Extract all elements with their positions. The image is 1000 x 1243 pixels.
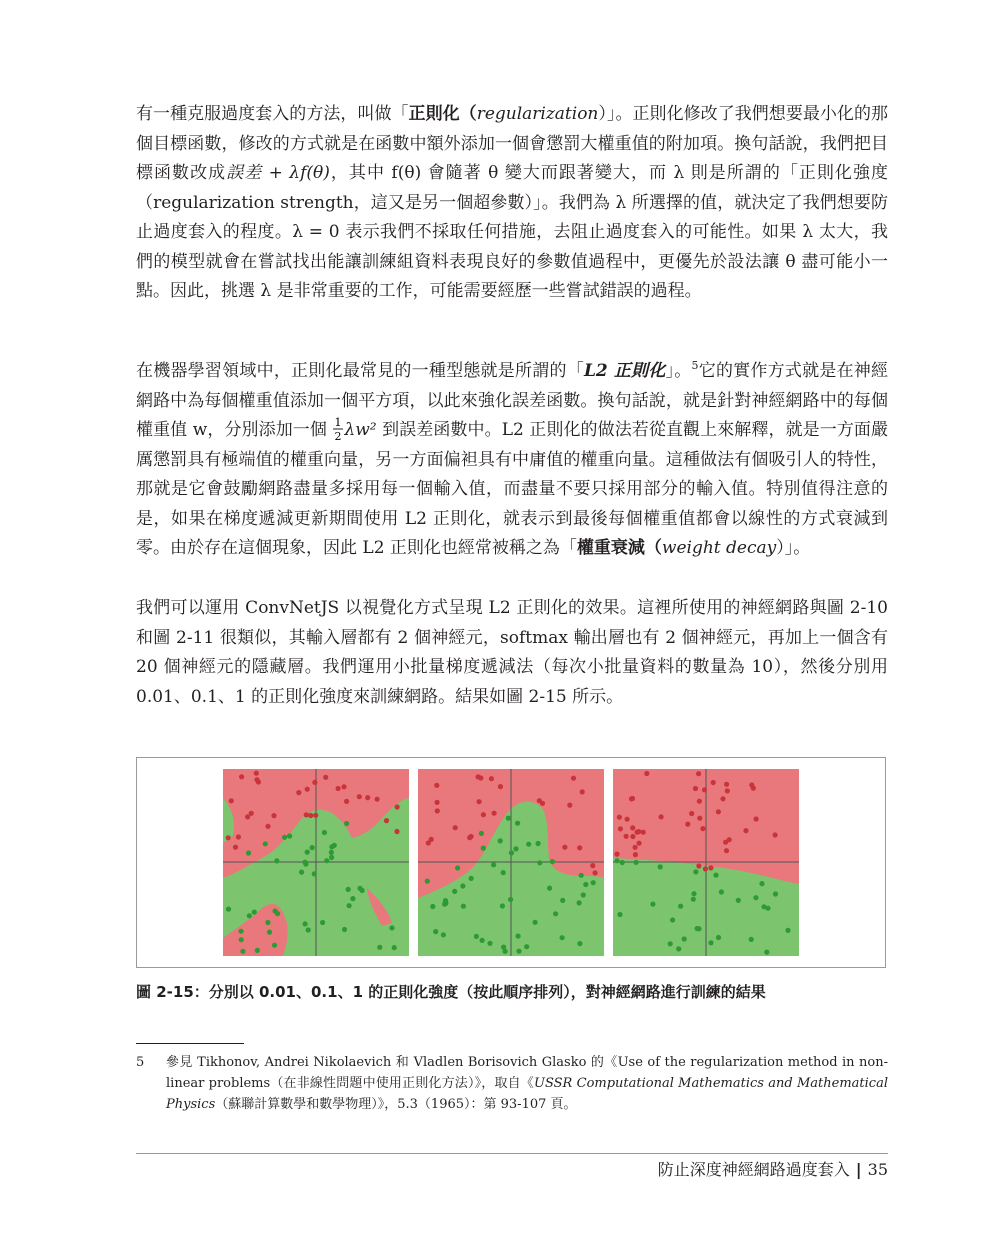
green-data-point xyxy=(560,935,565,940)
green-data-point xyxy=(239,937,244,942)
green-data-point xyxy=(716,935,721,940)
green-data-point xyxy=(389,925,394,930)
red-data-point xyxy=(635,830,640,835)
green-data-point xyxy=(753,895,758,900)
red-data-point xyxy=(696,771,701,776)
red-data-point xyxy=(357,794,362,799)
green-data-point xyxy=(346,887,351,892)
red-data-point xyxy=(593,870,598,875)
red-data-point xyxy=(644,771,649,776)
green-data-point xyxy=(342,927,347,932)
green-data-point xyxy=(581,892,586,897)
red-data-point xyxy=(751,786,756,791)
red-data-point xyxy=(236,834,241,839)
footnote-5 xyxy=(136,1052,888,1115)
green-data-point xyxy=(500,903,505,908)
red-data-point xyxy=(697,816,702,821)
green-data-point xyxy=(238,929,243,934)
red-data-point xyxy=(305,787,310,792)
red-data-point xyxy=(229,798,234,803)
figure-caption: 圖 2-15：分別以 0.01、0.1、1 的正則化強度（按此順序排列），對神經網路進行訓練的結果 xyxy=(136,983,766,1001)
green-data-point xyxy=(247,913,252,918)
red-data-point xyxy=(395,804,400,809)
journal-title: USSR Computational Mathematics and Mathematical Physics xyxy=(166,1076,888,1112)
green-data-point xyxy=(614,858,619,863)
green-data-point xyxy=(252,910,257,915)
green-data-point xyxy=(329,855,334,860)
green-data-point xyxy=(322,830,327,835)
green-data-point xyxy=(226,907,231,912)
green-data-point xyxy=(347,903,352,908)
red-data-point xyxy=(365,795,370,800)
footnote-marker[interactable]: 5 xyxy=(691,359,699,372)
red-data-point xyxy=(700,826,705,831)
red-data-point xyxy=(435,800,440,805)
panel-lambda-1 xyxy=(613,769,799,956)
green-data-point xyxy=(537,860,542,865)
green-data-point xyxy=(425,879,430,884)
red-data-point xyxy=(304,812,309,817)
green-data-point xyxy=(452,889,457,894)
green-data-point xyxy=(516,949,521,954)
red-data-point xyxy=(711,780,716,785)
text-segment: ，其中 f(θ) 會隨著 θ 變大而跟著變大，而 λ 則是所謂的「正則化強度（regularization strength，這又是另一個超參數）」。我們為 λ 所選擇的值，就決定了我們想要防止過度套入的程度。λ = 0 表示我們不採取任何措施，去阻止過度套入的可能性。如果 λ 太大，我們的模型就會在嘗試找出能讓訓練組資料表現良好的參數值過程中，更優先於設法讓 θ 盡可能小一點。因此，挑選 λ 是非常重要的工作，可能需要經歷一些嘗試錯誤的過程。 xyxy=(136,163,888,301)
red-data-point xyxy=(727,837,732,842)
green-data-point xyxy=(634,860,639,865)
red-data-point xyxy=(641,830,646,835)
red-data-point xyxy=(426,840,431,845)
red-data-point xyxy=(313,813,318,818)
red-data-point xyxy=(477,799,482,804)
red-data-point xyxy=(630,825,635,830)
green-data-point xyxy=(620,860,625,865)
red-data-point xyxy=(571,776,576,781)
red-data-point xyxy=(630,834,635,839)
red-data-point xyxy=(754,816,759,821)
red-data-point xyxy=(659,814,664,819)
green-data-point xyxy=(267,930,272,935)
green-data-point xyxy=(272,943,277,948)
text-segment: 在機器學習領域中，正則化最常見的一種型態就是所謂的「 xyxy=(136,361,584,381)
green-data-point xyxy=(498,838,503,843)
text-segment: （蘇聯計算數學和數學物理）》，5.3（1965）：第 93-107 頁。 xyxy=(215,1097,577,1112)
red-data-point xyxy=(226,835,231,840)
green-data-point xyxy=(392,945,397,950)
red-data-point xyxy=(312,780,317,785)
paragraph-convnetjs: 我們可以運用 ConvNetJS 以視覺化方式呈現 L2 正則化的效果。這裡所使用的神經網路與圖 2-10 和圖 2-11 很類似，其輸入層都有 2 個神經元，softmax 輸出層也有 2 個神經元，再加上一個含有 20 個神經元的隱藏層。我們運用小批量梯度遞減法（每次小批量資料的數量為 10），然後分別用 0.01、0.1、1 的正則化強度來訓練網路。結果如圖 2-15 所示。 xyxy=(136,598,888,707)
footnote-rule xyxy=(136,1043,244,1044)
red-data-point xyxy=(708,865,713,870)
text-segment: ）」。 xyxy=(776,538,811,558)
green-data-point xyxy=(719,889,724,894)
green-data-point xyxy=(736,898,741,903)
red-data-point xyxy=(702,787,707,792)
red-data-point xyxy=(590,863,595,868)
green-data-point xyxy=(332,843,337,848)
paragraph-regularization-intro xyxy=(136,100,888,307)
text-segment: 到誤差函數中。L2 正則化的做法若從直觀上來解釋，就是一方面嚴厲懲罰具有極端值的權重向量，另一方面偏袒具有中庸值的權重向量。這種做法有個吸引人的特性，那就是它會鼓勵網路盡量多採用每一個輸入值，而盡量不要只採用部分的輸入值。特別值得注意的是，如果在梯度遞減更新期間使用 L2 正則化，就表示到最後每個權重值都會以線性的方式衰減到零。由於存在這個現象，因此 L2 正則化也經常被稱之為「 xyxy=(136,420,888,558)
green-data-point xyxy=(273,908,278,913)
green-data-point xyxy=(274,858,279,863)
green-data-point xyxy=(508,897,513,902)
green-data-point xyxy=(246,850,251,855)
green-data-point xyxy=(306,927,311,932)
red-data-point xyxy=(696,863,701,868)
red-data-point xyxy=(625,817,630,822)
green-data-point xyxy=(310,845,315,850)
green-data-point xyxy=(553,911,558,916)
green-data-point xyxy=(691,897,696,902)
red-data-point xyxy=(689,811,694,816)
green-data-point xyxy=(480,938,485,943)
green-data-point xyxy=(324,858,329,863)
red-data-point xyxy=(296,790,301,795)
green-data-point xyxy=(670,917,675,922)
fraction-denominator: 2 xyxy=(334,430,342,442)
red-data-point xyxy=(743,828,748,833)
green-data-point xyxy=(240,949,245,954)
red-data-point xyxy=(703,866,708,871)
green-data-point xyxy=(560,898,565,903)
red-data-point xyxy=(435,808,440,813)
green-data-point xyxy=(487,941,492,946)
green-data-point xyxy=(320,920,325,925)
term-weight-decay-en: weight decay xyxy=(661,538,777,558)
red-data-point xyxy=(492,811,497,816)
green-data-point xyxy=(579,873,584,878)
green-data-point xyxy=(696,926,701,931)
fraction-numerator: 1 xyxy=(334,416,342,429)
red-data-point xyxy=(685,822,690,827)
green-data-point xyxy=(550,859,555,864)
text-segment: 參見 Tikhonov, Andrei Nikolaevich 和 Vladlen Borisovich Glasko 的《Use of the regularization method in non-linear problems（在非線性問題中使用正則化方法）》，取自《 xyxy=(166,1055,888,1091)
red-data-point xyxy=(614,852,619,857)
text-segment: 有一種克服過度套入的方法，叫做「 xyxy=(136,104,409,124)
red-data-point xyxy=(633,852,638,857)
green-data-point xyxy=(536,841,541,846)
green-data-point xyxy=(282,835,287,840)
green-data-point xyxy=(303,921,308,926)
red-data-point xyxy=(239,774,244,779)
panel-lambda-0-01 xyxy=(223,769,409,956)
green-data-point xyxy=(515,821,520,826)
red-data-point xyxy=(481,812,486,817)
red-data-point xyxy=(233,845,238,850)
green-data-point xyxy=(785,928,790,933)
green-data-point xyxy=(506,816,511,821)
green-data-point xyxy=(682,936,687,941)
green-data-point xyxy=(265,920,270,925)
red-data-point xyxy=(478,775,483,780)
running-footer xyxy=(658,1158,888,1182)
green-data-point xyxy=(577,941,582,946)
green-data-point xyxy=(305,850,310,855)
red-data-point xyxy=(254,771,259,776)
green-data-point xyxy=(433,929,438,934)
green-data-point xyxy=(357,886,362,891)
text-segment: 它的實作方式就是在神經網路中為每個權重值添加一個平方項，以此來強化誤差函數。換句話說，就是針對神經網路中的每個權重值 w，分別添加一個 xyxy=(136,361,889,440)
green-data-point xyxy=(344,821,349,826)
figure-panels xyxy=(137,758,885,967)
green-data-point xyxy=(491,862,496,867)
green-data-point xyxy=(524,944,529,949)
green-data-point xyxy=(481,846,486,851)
red-data-point xyxy=(618,826,623,831)
text-segment: 」。 xyxy=(665,361,692,381)
formula-objective: 誤差 + λf(θ) xyxy=(226,163,330,183)
term-regularization-en: regularization xyxy=(476,104,599,124)
red-data-point xyxy=(469,834,474,839)
green-data-point xyxy=(577,900,582,905)
green-data-point xyxy=(759,881,764,886)
red-data-point xyxy=(629,796,634,801)
footnote-number: 5 xyxy=(136,1055,145,1070)
figure-2-15 xyxy=(136,757,886,968)
formula-l2-term: λw² xyxy=(344,420,377,440)
footer-separator: | xyxy=(855,1160,862,1179)
green-data-point xyxy=(479,831,484,836)
red-data-point xyxy=(716,809,721,814)
green-data-point xyxy=(287,833,292,838)
green-data-point xyxy=(583,882,588,887)
red-data-point xyxy=(540,801,545,806)
red-data-point xyxy=(453,825,458,830)
red-data-point xyxy=(773,832,778,837)
green-data-point xyxy=(676,946,681,951)
red-data-point xyxy=(567,803,572,808)
red-data-point xyxy=(336,786,341,791)
chapter-section-title: 防止深度神經網路過度套入 xyxy=(657,1160,850,1179)
green-data-point xyxy=(591,880,596,885)
green-data-point xyxy=(773,891,778,896)
green-data-point xyxy=(441,932,446,937)
green-data-point xyxy=(474,934,479,939)
green-data-point xyxy=(299,870,304,875)
red-data-point xyxy=(271,813,276,818)
green-data-point xyxy=(691,891,696,896)
green-data-point xyxy=(749,937,754,942)
paragraph-l2-regularization xyxy=(136,351,888,564)
green-data-point xyxy=(526,842,531,847)
term-weight-decay: 權重衰減（ xyxy=(576,538,662,558)
text-segment: ）」。正則化修改了我們想要最小化的那個目標函數，修改的方式就是在函數中額外添加一個會懲罰大權重值的附加項。換句話說，我們把目標函數改成 xyxy=(136,104,889,183)
green-data-point xyxy=(263,841,268,846)
green-data-point xyxy=(513,846,518,851)
green-data-point xyxy=(503,949,508,954)
green-data-point xyxy=(302,860,307,865)
green-data-point xyxy=(765,906,770,911)
green-data-point xyxy=(377,945,382,950)
red-data-point xyxy=(344,799,349,804)
green-data-point xyxy=(461,904,466,909)
fraction-one-half xyxy=(332,416,344,442)
red-data-point xyxy=(697,799,702,804)
green-data-point xyxy=(455,865,460,870)
green-data-point xyxy=(469,876,474,881)
green-data-point xyxy=(460,883,465,888)
red-data-point xyxy=(562,845,567,850)
red-data-point xyxy=(724,848,729,853)
red-data-point xyxy=(341,784,346,789)
green-data-point xyxy=(443,898,448,903)
panel-lambda-0-1 xyxy=(418,769,604,956)
page-number: 35 xyxy=(867,1160,888,1179)
red-data-point xyxy=(498,784,503,789)
red-data-point xyxy=(633,845,638,850)
red-data-point xyxy=(384,818,389,823)
red-data-point xyxy=(265,824,270,829)
red-data-point xyxy=(249,811,254,816)
green-data-point xyxy=(329,850,334,855)
red-data-point xyxy=(577,845,582,850)
red-data-point xyxy=(254,777,259,782)
green-data-point xyxy=(533,920,538,925)
red-data-point xyxy=(637,841,642,846)
footnote-text xyxy=(166,1052,888,1115)
green-data-point xyxy=(713,873,718,878)
footer-rule xyxy=(136,1153,888,1154)
green-data-point xyxy=(312,871,317,876)
green-data-point xyxy=(678,904,683,909)
red-data-point xyxy=(617,815,622,820)
green-data-point xyxy=(650,902,655,907)
red-data-point xyxy=(725,788,730,793)
red-data-point xyxy=(580,789,585,794)
green-data-point xyxy=(708,940,713,945)
red-data-point xyxy=(693,786,698,791)
green-data-point xyxy=(501,870,506,875)
red-data-point xyxy=(323,775,328,780)
red-data-point xyxy=(394,829,399,834)
red-data-point xyxy=(724,782,729,787)
term-l2-regularization: L2 正則化 xyxy=(583,361,666,381)
green-data-point xyxy=(764,950,769,955)
green-data-point xyxy=(658,864,663,869)
green-data-point xyxy=(668,941,673,946)
red-data-point xyxy=(489,776,494,781)
term-regularization: 正則化（ xyxy=(408,104,477,124)
green-data-point xyxy=(430,904,435,909)
green-data-point xyxy=(350,896,355,901)
red-data-point xyxy=(308,813,313,818)
red-data-point xyxy=(434,783,439,788)
green-data-point xyxy=(693,869,698,874)
red-data-point xyxy=(375,797,380,802)
green-data-point xyxy=(516,934,521,939)
red-data-point xyxy=(624,834,629,839)
green-data-point xyxy=(547,886,552,891)
red-data-point xyxy=(720,796,725,801)
green-data-point xyxy=(617,912,622,917)
green-data-point xyxy=(509,850,514,855)
green-data-point xyxy=(255,948,260,953)
